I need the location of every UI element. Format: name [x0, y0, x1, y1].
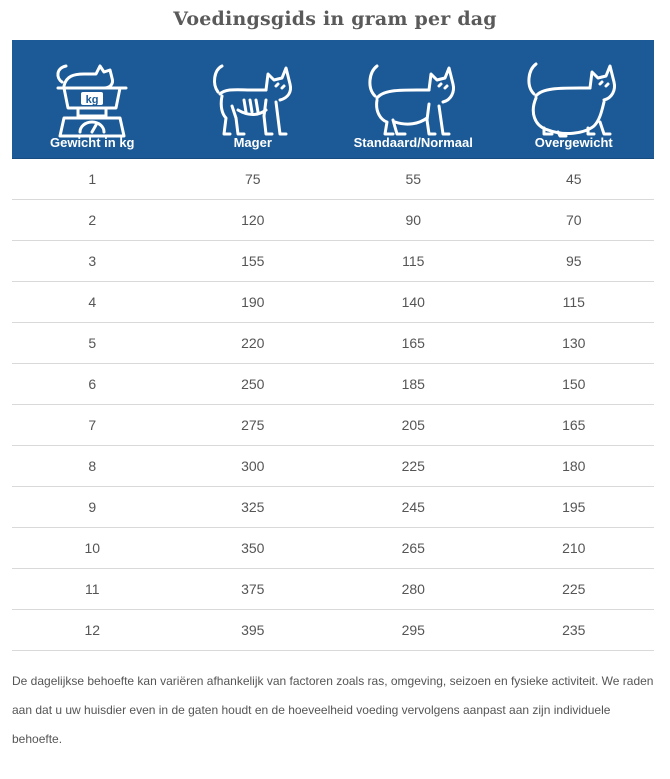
cell-weight: 2 — [88, 212, 97, 228]
cell-overweight: 45 — [565, 171, 582, 187]
header-overweight — [494, 40, 655, 158]
cell-overweight: 225 — [562, 581, 586, 597]
cell-thin: 120 — [241, 212, 265, 228]
cell-weight: 5 — [88, 335, 97, 351]
cell-overweight: 180 — [562, 458, 586, 474]
table-row — [12, 159, 654, 200]
normal-cat-icon — [365, 60, 461, 140]
cell-normal: 205 — [401, 417, 425, 433]
header-normal — [333, 40, 494, 158]
cell-thin: 190 — [241, 294, 265, 310]
cell-normal: 280 — [401, 581, 425, 597]
header-label-thin: Mager — [233, 135, 272, 150]
cell-weight: 8 — [88, 458, 97, 474]
cell-weight: 6 — [88, 376, 97, 392]
cell-weight: 1 — [88, 171, 97, 187]
cell-overweight: 70 — [565, 212, 582, 228]
cell-thin: 350 — [241, 540, 265, 556]
cell-thin: 75 — [244, 171, 261, 187]
cell-thin: 220 — [241, 335, 265, 351]
cell-overweight: 165 — [562, 417, 586, 433]
scale-badge: kg — [85, 94, 99, 106]
cell-thin: 155 — [241, 253, 265, 269]
table-row — [12, 364, 654, 405]
table-row — [12, 241, 654, 282]
cell-thin: 300 — [241, 458, 265, 474]
cell-overweight: 235 — [562, 622, 586, 638]
cell-thin: 375 — [241, 581, 265, 597]
cell-normal: 115 — [402, 253, 425, 269]
cell-normal: 165 — [401, 335, 425, 351]
cell-overweight: 150 — [562, 376, 586, 392]
cell-thin: 325 — [241, 499, 265, 515]
cell-weight: 9 — [88, 499, 97, 515]
cell-weight: 4 — [88, 294, 97, 310]
cell-thin: 250 — [241, 376, 265, 392]
cell-overweight: 130 — [562, 335, 586, 351]
feeding-table — [12, 40, 654, 651]
cell-overweight: 195 — [562, 499, 586, 515]
table-row — [12, 446, 654, 487]
page-title: Voedingsgids in gram per dag — [173, 8, 497, 30]
cell-weight: 7 — [88, 417, 97, 433]
table-row — [12, 405, 654, 446]
cell-thin: 275 — [241, 417, 265, 433]
cell-thin: 395 — [241, 622, 265, 638]
cell-normal: 245 — [401, 499, 425, 515]
cell-overweight: 115 — [562, 294, 585, 310]
cell-weight: 10 — [84, 540, 101, 556]
cell-overweight: 95 — [565, 253, 582, 269]
header-label-normal: Standaard/Normaal — [353, 135, 473, 150]
cell-weight: 11 — [84, 581, 100, 597]
cell-normal: 185 — [401, 376, 425, 392]
cell-normal: 140 — [401, 294, 425, 310]
table-row — [12, 487, 654, 528]
cell-weight: 12 — [84, 622, 101, 638]
table-row — [12, 610, 654, 651]
header-label-weight: Gewicht in kg — [49, 135, 135, 150]
header-weight — [12, 40, 173, 158]
table-row — [12, 528, 654, 569]
header-thin — [173, 40, 334, 158]
cell-normal: 295 — [401, 622, 425, 638]
scale-cat-icon — [52, 60, 132, 140]
feeding-note: De dagelijkse behoefte kan variëren afhankelijk van factoren zoals ras, omgeving, seizoen en fysieke activiteit. We raden aan dat u uw huisdier even in de gaten houdt en de hoeveelheid voeding vervolgens aanpast aan zijn individuele behoefte. — [12, 674, 654, 746]
cell-overweight: 210 — [562, 540, 586, 556]
cell-weight: 3 — [88, 253, 97, 269]
overweight-cat-icon — [524, 60, 624, 140]
table-row — [12, 282, 654, 323]
table-row — [12, 200, 654, 241]
cell-normal: 225 — [401, 458, 425, 474]
cell-normal: 55 — [405, 171, 422, 187]
header-label-overweight: Overgewicht — [534, 135, 613, 150]
thin-cat-icon — [208, 60, 298, 140]
table-header — [12, 40, 654, 159]
table-row — [12, 569, 654, 610]
cell-normal: 265 — [401, 540, 425, 556]
table-row — [12, 323, 654, 364]
cell-normal: 90 — [405, 212, 422, 228]
